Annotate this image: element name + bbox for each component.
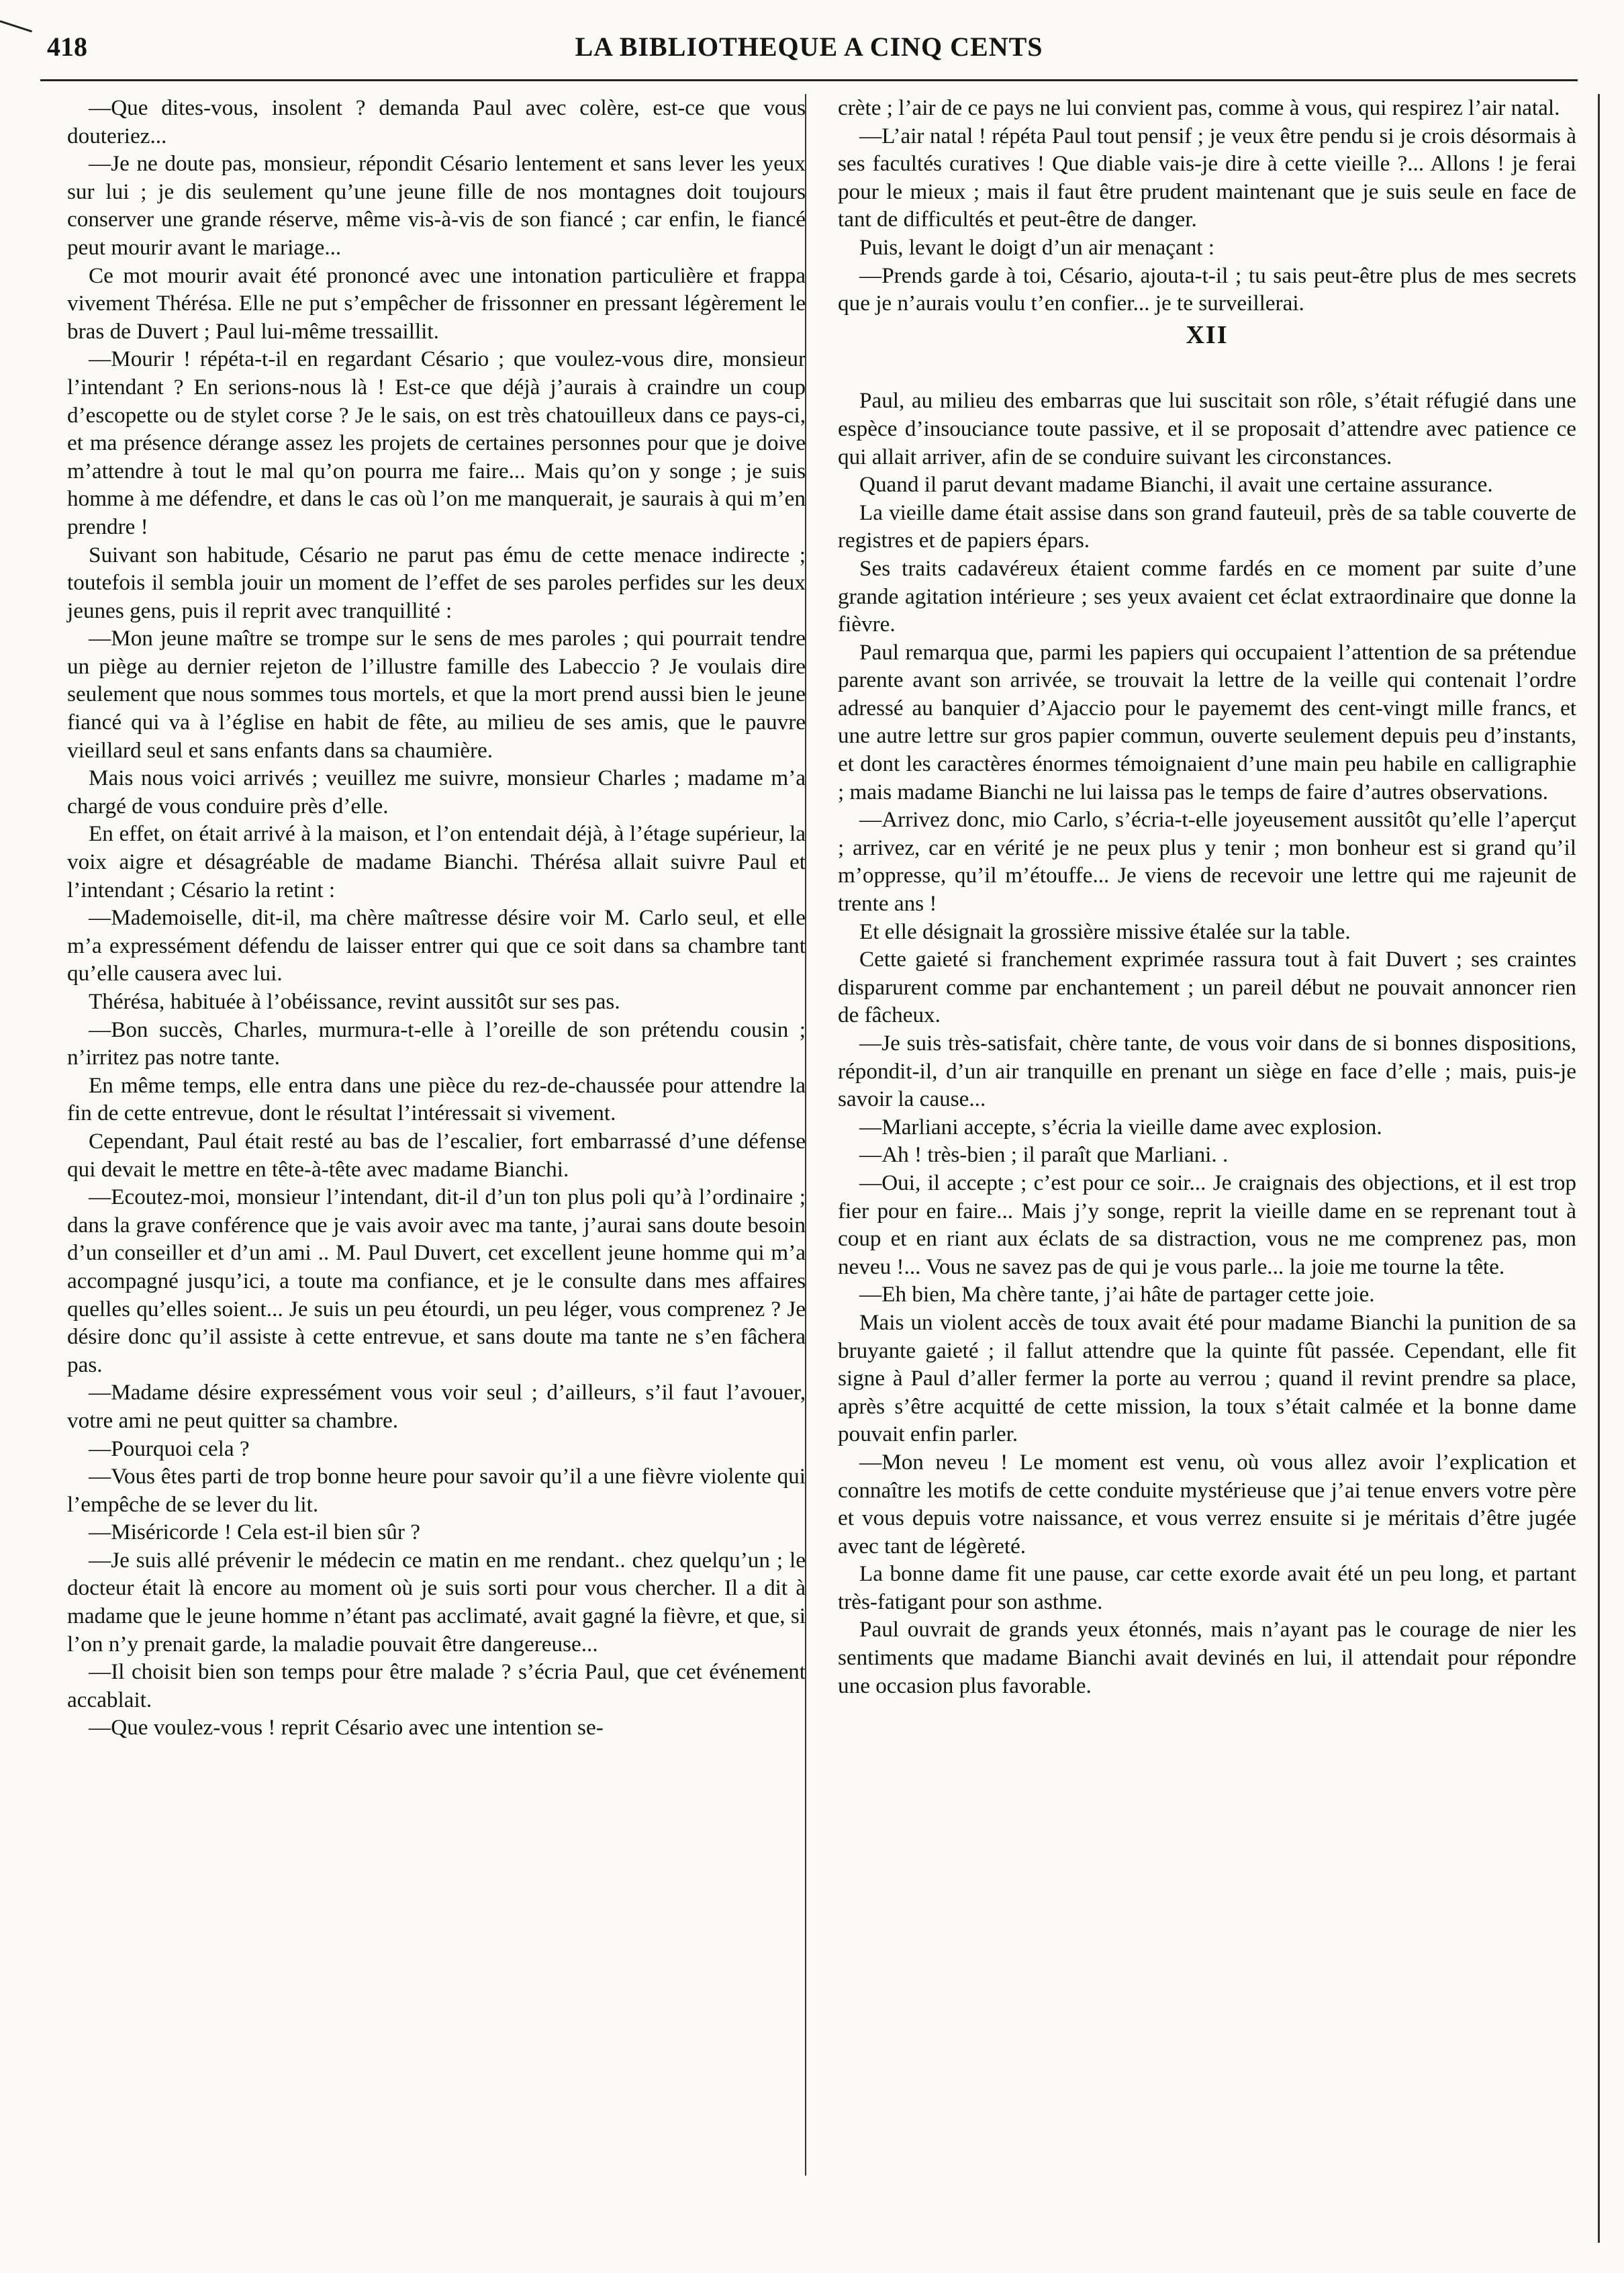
corner-mark xyxy=(0,20,32,32)
page-header xyxy=(40,26,1578,73)
paragraph: crète ; l’air de ce pays ne lui convient pas, comme à vous, qui respirez l’air natal. xyxy=(838,95,1560,120)
right-column-after-chapter xyxy=(838,387,1576,1700)
paragraph: —Que voulez-vous ! reprit Césario avec une intention se- xyxy=(89,1715,604,1741)
paragraph: —Pourquoi cela ? xyxy=(89,1436,250,1461)
paragraph: En même temps, elle entra dans une pièce du rez-de-chaussée pour attendre la fin de cette entrevue, dont le résultat l’intéressait si vivement. xyxy=(67,1072,806,1126)
paragraph: —Je ne doute pas, monsieur, répondit Césario lentement et sans lever les yeux sur lui ; je dis seulement qu’une jeune fille de nos montagnes doit toujours conserver une grande réserve, même vis-à-vis de son fiancé ; car enfin, le fiancé peut mourir avant le mariage... xyxy=(67,151,806,260)
header-rule xyxy=(40,79,1578,81)
paragraph: —Eh bien, Ma chère tante, j’ai hâte de partager cette joie. xyxy=(859,1282,1375,1307)
paragraph: Quand il parut devant madame Bianchi, il avait une certaine assurance. xyxy=(859,472,1493,498)
paragraph: —Vous êtes parti de trop bonne heure pour savoir qu’il a une fièvre violente qui l’empêche de se lever du lit. xyxy=(67,1464,806,1517)
paragraph: —Mon neveu ! Le moment est venu, où vous allez avoir l’explication et connaître les motifs de cette conduite mystérieuse que j’ai tenue envers votre père et vous depuis votre naissance, et vous verrez ensuite si je méritais d’être jugée avec tant de légèreté. xyxy=(838,1449,1576,1559)
paragraph: Mais un violent accès de toux avait été pour madame Bianchi la punition de sa bruyante gaieté ; il fallut attendre que la quinte fût passée. Cependant, elle fit signe à Paul d’aller fermer la porte au verrou ; quand il revint prendre sa place, après s’être acquitté de cette mission, la toux s’était calmée et la bonne dame pouvait enfin parler. xyxy=(838,1309,1576,1447)
paragraph: Et elle désignait la grossière missive étalée sur la table. xyxy=(859,919,1351,944)
paragraph: —Oui, il accepte ; c’est pour ce soir... Je craignais des objections, et il est trop fier pour en faire... Mais j’y songe, reprit la vieille dame en se reprenant tout à coup et en riant aux éclats de sa distraction, vous ne me comprenez pas, mon neveu !... Vous ne savez pas de qui je vous parle... la joie me tourne la tête. xyxy=(838,1170,1576,1279)
paragraph: —Il choisit bien son temps pour être malade ? s’écria Paul, que cet événement accablait. xyxy=(67,1659,806,1712)
paragraph: —Je suis allé prévenir le médecin ce matin en me rendant.. chez quelqu’un ; le docteur était là encore au moment où je suis sorti pour vous chercher. Il a dit à madame que le jeune homme n’étant pas acclimaté, avait gagné la fièvre, et que, si l’on n’y prenait garde, la maladie pouvait être dangereuse... xyxy=(67,1547,806,1657)
paragraph: La bonne dame fit une pause, car cette exorde avait été un peu long, et partant très-fatigant pour son asthme. xyxy=(838,1561,1576,1614)
paragraph: Cependant, Paul était resté au bas de l’escalier, fort embarrassé d’une défense qui devait le mettre en tête-à-tête avec madame Bianchi. xyxy=(67,1128,806,1182)
paragraph: Paul remarqua que, parmi les papiers qui occupaient l’attention de sa prétendue parente avant son arrivée, se trouvait la lettre de la veille qui contenait l’ordre adressé au banquier d’Ajaccio pour le payememt des cent-vingt mille francs, et une autre lettre sur gros papier commun, ouverte seulement depuis peu d’instants, et dont les caractères énormes témoignaient d’une main peu habile en calligraphie ; mais madame Bianchi ne lui laissa pas le temps de faire d’autres observations. xyxy=(838,639,1576,804)
paragraph: —Mon jeune maître se trompe sur le sens de mes paroles ; qui pourrait tendre un piège au dernier rejeton de l’illustre famille des Labeccio ? Je voulais dire seulement que nous sommes tous mortels, et que la mort prend aussi bien le jeune fiancé qui va à l’église en habit de fête, au milieu de ses amis, que le pauvre vieillard seul et sans enfants dans sa chaumière. xyxy=(67,626,806,763)
paragraph: —Ah ! très-bien ; il paraît que Marliani. . xyxy=(859,1142,1229,1168)
paragraph: Paul, au milieu des embarras que lui suscitait son rôle, s’était réfugié dans une espèce d’insouciance toute passive, et il se proposait d’attendre avec patience ce qui allait arriver, afin de se conduire suivant les circonstances. xyxy=(838,388,1576,469)
paragraph: —Miséricorde ! Cela est-il bien sûr ? xyxy=(89,1520,420,1545)
chapter-heading: XII xyxy=(1186,320,1229,349)
page-number: 418 xyxy=(47,32,87,62)
paragraph: —Mourir ! répéta-t-il en regardant Césario ; que voulez-vous dire, monsieur l’intendant ? En serions-nous là ! Est-ce que déjà j’aurais à craindre un coup d’escopette ou de stylet corse ? Je le sais, on est très chatouilleux dans ce pays-ci, et ma présence dérange assez les projets de certaines personnes pour que je doive m’attendre à tout le mal qu’on pourra me faire... Mais qu’on y songe ; je suis homme à me défendre, et dans le cas où l’on me manquerait, je saurais à qui m’en prendre ! xyxy=(67,346,806,539)
paragraph: Ses traits cadavéreux étaient comme fardés en ce moment par suite d’une grande agitation intérieure ; ses yeux avaient cet éclat extraordinaire que donne la fièvre. xyxy=(838,555,1576,637)
paragraph: —Ecoutez-moi, monsieur l’intendant, dit-il d’un ton plus poli qu’à l’ordinaire ; dans la grave conférence que je vais avoir avec ma tante, j’aurai sans doute besoin d’un conseiller et d’un ami .. M. Paul Duvert, cet excellent jeune homme qui m’a accompagné jusqu’ici, a toute ma confiance, et je le consulte dans mes affaires quelles qu’elles soient... Je suis un peu étourdi, un peu léger, vous comprenez ? Je désire donc qu’il assiste à cette entrevue, et sans doute ma tante ne s’en fâchera pas. xyxy=(67,1185,806,1377)
paragraph: —Arrivez donc, mio Carlo, s’écria-t-elle joyeusement aussitôt qu’elle l’aperçut ; arrivez, car en vérité je ne peux plus y tenir ; mon bonheur est si grand qu’il m’oppresse, qu’il m’étouffe... Je viens de recevoir une lettre qui me rajeunit de trente ans ! xyxy=(838,807,1576,917)
right-column-before-chapter xyxy=(838,94,1576,318)
paragraph: Puis, levant le doigt d’un air menaçant : xyxy=(859,234,1215,260)
right-column xyxy=(838,94,1576,1700)
paragraph: Ce mot mourir avait été prononcé avec une intonation particulière et frappa vivement Thérésa. Elle ne put s’empêcher de frissonner en pressant légèrement le bras de Duvert ; Paul lui-même tressaillit. xyxy=(67,263,806,344)
paragraph: —L’air natal ! répéta Paul tout pensif ; je veux être pendu si je crois désormais à ses facultés curatives ! Que diable vais-je dire à cette vieille ?... Allons ! je ferai pour le mieux ; mais il faut être prudent maintenant que je suis seule en face de tant de difficultés et peut-être de danger. xyxy=(838,123,1576,232)
paragraph: Thérésa, habituée à l’obéissance, revint aussitôt sur ses pas. xyxy=(89,989,620,1014)
paragraph: Mais nous voici arrivés ; veuillez me suivre, monsieur Charles ; madame m’a chargé de vous conduire près d’elle. xyxy=(67,766,806,819)
left-column xyxy=(67,94,806,1742)
paragraph: —Bon succès, Charles, murmura-t-elle à l’oreille de son prétendu cousin ; n’irritez pas notre tante. xyxy=(67,1017,806,1070)
paragraph: Cette gaieté si franchement exprimée rassura tout à fait Duvert ; ses craintes disparurent comme par enchantement ; un pareil début ne pouvait annoncer rien de fâcheux. xyxy=(838,947,1576,1028)
paragraph: —Madame désire expressément vous voir seul ; d’ailleurs, s’il faut l’avouer, votre ami ne peut quitter sa chambre. xyxy=(67,1380,806,1433)
paragraph: La vieille dame était assise dans son grand fauteuil, près de sa table couverte de registres et de papiers épars. xyxy=(838,500,1576,553)
paragraph: —Mademoiselle, dit-il, ma chère maîtresse désire voir M. Carlo seul, et elle m’a expressément défendu de laisser entrer qui que ce soit dans sa chambre tant qu’elle causera avec lui. xyxy=(67,905,806,986)
paragraph: Suivant son habitude, Césario ne parut pas ému de cette menace indirecte ; toutefois il sembla jouir un moment de l’effet de ses paroles perfides sur les deux jeunes gens, puis il reprit avec tranquillité : xyxy=(67,542,806,623)
paragraph: En effet, on était arrivé à la maison, et l’on entendait déjà, à l’étage supérieur, la voix aigre et désagréable de madame Bianchi. Thérésa allait suivre Paul et l’intendant ; Césario la retint : xyxy=(67,821,806,902)
page-edge-rule xyxy=(1598,94,1600,2243)
paragraph: Paul ouvrait de grands yeux étonnés, mais n’ayant pas le courage de nier les sentiments que madame Bianchi avait devinés en lui, il attendait pour répondre une occasion plus favorable. xyxy=(838,1617,1576,1698)
paragraph: —Marliani accepte, s’écria la vieille dame avec explosion. xyxy=(859,1114,1382,1140)
paragraph: —Que dites-vous, insolent ? demanda Paul avec colère, est-ce que vous douteriez... xyxy=(67,95,806,148)
paragraph: —Prends garde à toi, Césario, ajouta-t-il ; tu sais peut-être plus de mes secrets que je n’aurais voulu t’en confier... je te surveillerai. xyxy=(838,263,1576,316)
paragraph: —Je suis très-satisfait, chère tante, de vous voir dans de si bonnes dispositions, répondit-il, d’un air tranquille en prenant un siège en face d’elle ; mais, puis-je savoir la cause... xyxy=(838,1031,1576,1112)
column-divider xyxy=(805,94,806,2176)
running-title: LA BIBLIOTHEQUE A CINQ CENTS xyxy=(575,32,1043,62)
